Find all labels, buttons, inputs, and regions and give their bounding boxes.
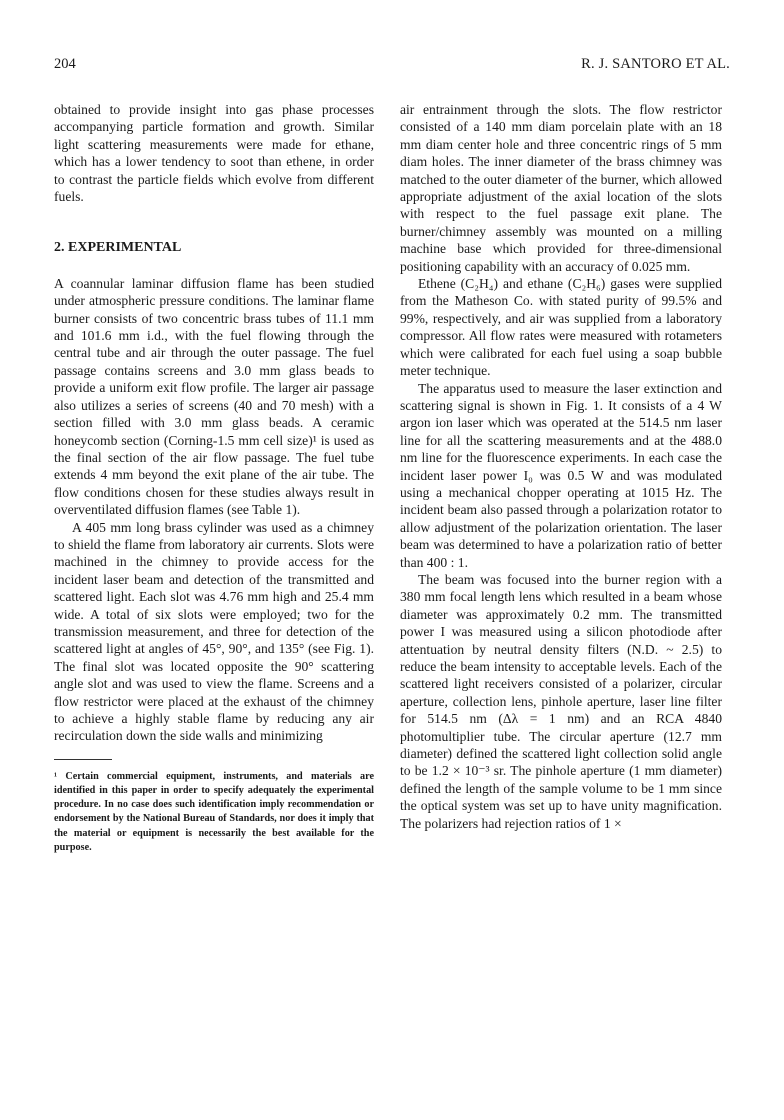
footnote-divider	[54, 759, 112, 760]
running-head: R. J. SANTORO ET AL.	[581, 56, 730, 72]
right-column	[400, 101, 722, 832]
page-number: 204	[54, 56, 76, 72]
left-column	[54, 101, 374, 855]
intro-paragraph: obtained to provide insight into gas phase processes accompanying particle formation and growth. Similar light scattering measurements were made for ethane, which has a lower tendency to soot than ethene, in order to contrast the particle fields which evolve from different fuels.	[54, 102, 374, 205]
page-header	[54, 56, 730, 76]
right-paragraph-4: The beam was focused into the burner region with a 380 mm focal length lens which resulted in a beam whose diameter was approximately 0.2 mm. The transmitted power I was measured using a silicon photodiode after attentuation by neutral density filters (N.D. ~ 2.5) to reduce the beam intensity to acceptable levels. Each of the scattered light receivers consisted of a polarizer, circular aperture, collection lens, pinhole aperture, laser line filter for 514.5 nm (Δλ = 1 nm) and an RCA 4840 photomultiplier tube. The circular aperture (12.7 mm diameter) defined the scattered light collection solid angle to be 1.2 × 10⁻³ sr. The pinhole aperture (1 mm diameter) defined the length of the sample volume to be 1 mm since the optical system was set up to have unity magnification. The polarizers had rejection ratios of 1 ×	[400, 571, 722, 831]
experimental-paragraph-1: A coannular laminar diffusion flame has been studied under atmospheric pressure conditions. The laminar flame burner consists of two concentric brass tubes of 11.1 mm and 101.6 mm i.d., with the fuel flowing through the central tube and air through the outer passage. The fuel passage contains screens and 3.0 mm glass beads to provide a uniform exit flow profile. The larger air passage also utilizes a series of screens (40 and 70 mesh) with a section filled with 3.0 mm glass beads. A ceramic honeycomb section (Corning-1.5 mm cell size)¹ is used as the final section of the air flow passage. The fuel tube extends 4 mm beyond the exit plane of the air tube. The flow conditions chosen for these studies always result in overventilated diffusion flames (see Table 1).	[54, 275, 374, 518]
right-paragraph-3: The apparatus used to measure the laser extinction and scattering signal is shown in Fig. 1. It consists of a 4 W argon ion laser which was operated at the 514.5 nm laser line for all the scattering measurements and at the 488.0 nm line for the fluorescence experiments. In each case the incident laser power I₀ was 0.5 W and was modulated using a mechanical chopper operating at 1015 Hz. The incident beam also passed through a polarization rotator to allow adjustment of the polarization orientation. The laser beam was determined to have a polarization ratio of better than 400 : 1.	[400, 380, 722, 570]
right-paragraph-1: air entrainment through the slots. The flow restrictor consisted of a 140 mm diam porcelain plate with an 18 mm diam center hole and three concentric rings of 5 mm diam holes. The inner diameter of the brass chimney was matched to the outer diameter of the burner, which allowed appropriate adjustment of the axial location of the slots with respect to the fuel passage exit plane. The burner/chimney assembly was mounted on a milling machine base which provided for three-dimensional positioning capability with an accuracy of 0.025 mm.	[400, 102, 722, 274]
right-paragraph-2: Ethene (C₂H₄) and ethane (C₂H₆) gases were supplied from the Matheson Co. with stated purity of 99.5% and 99%, respectively, and air was supplied from a laboratory compressor. All flow rates were measured with rotameters which were calibrated for each fuel using a soap bubble meter technique.	[400, 276, 722, 379]
experimental-paragraph-2: A 405 mm long brass cylinder was used as a chimney to shield the flame from laboratory air currents. Slots were machined in the chimney to provide access for the incident laser beam and detection of the transmitted and scattered light. Each slot was 4.76 mm high and 25.4 mm wide. A total of six slots were employed; two for the transmission measurement, and three for detection of the scattered light at angles of 45°, 90°, and 135° (see Fig. 1). The final slot was located opposite the 90° scattering angle slot and was used to view the flame. Screens and a flow restrictor were placed at the exhaust of the chimney to achieve a highly stable flame by reducing any air recirculation down the side walls and minimizing	[54, 519, 374, 744]
footnote: ¹ Certain commercial equipment, instruments, and materials are identified in this paper in order to specify adequately the experimental procedure. In no case does such identification imply recommendation or endorsement by the National Bureau of Standards, nor does it imply that the material or equipment is necessarily the best available for the purpose.	[54, 770, 374, 853]
section-heading-experimental: 2. EXPERIMENTAL	[54, 240, 182, 256]
